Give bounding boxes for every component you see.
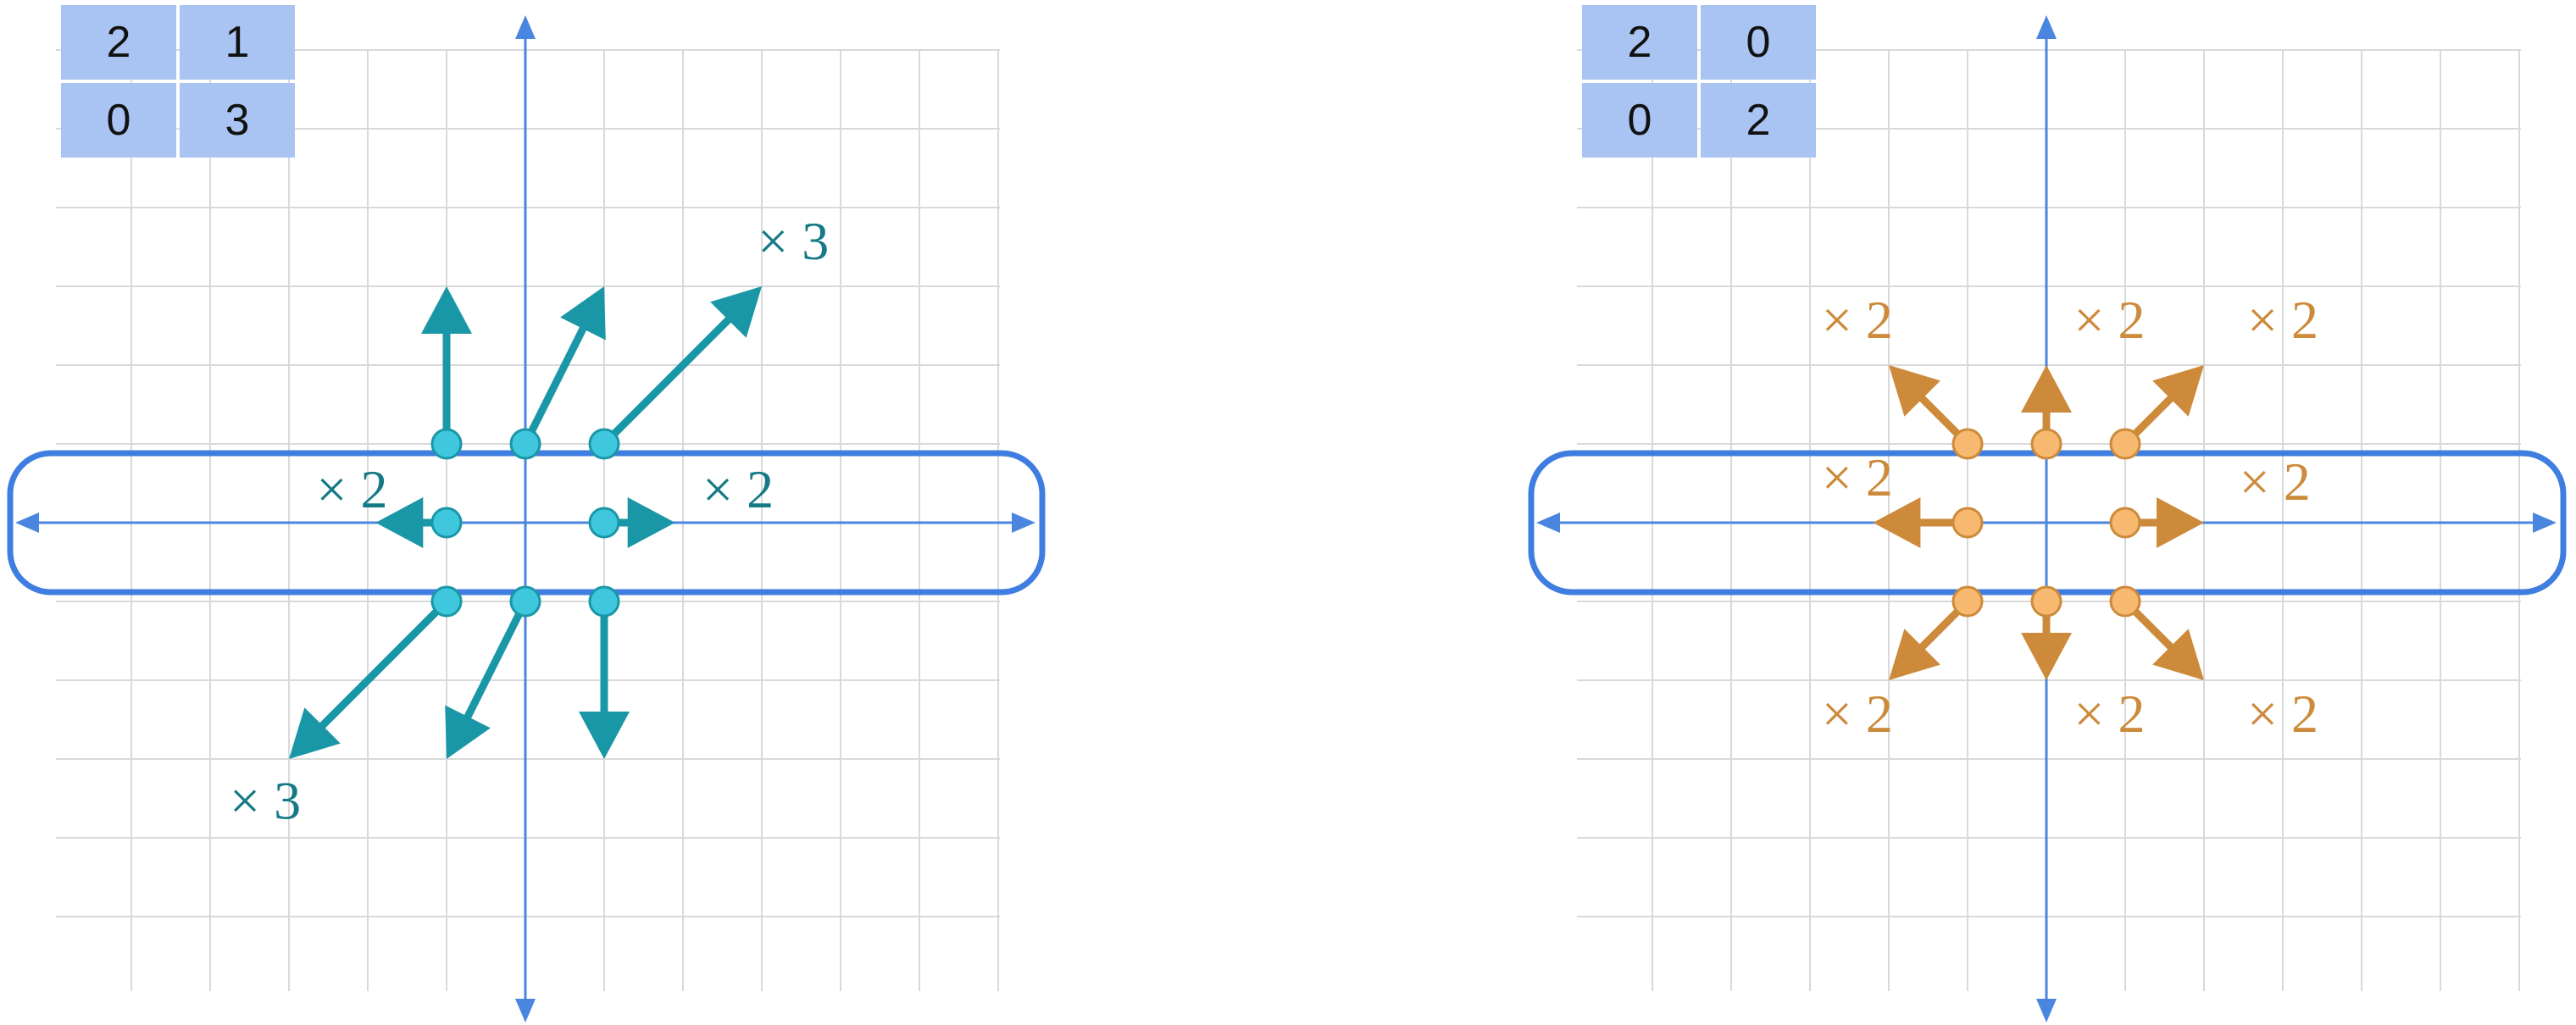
arrow-head	[628, 497, 675, 548]
y-axis-arrow-down	[515, 999, 536, 1022]
x-axis-arrow-right	[2533, 512, 2557, 533]
x-axis-arrow-left	[1536, 512, 1560, 533]
matrix-cell: 2	[1582, 5, 1697, 80]
sample-point	[511, 429, 540, 458]
transform-arrow	[2125, 601, 2204, 680]
sample-point	[1953, 429, 1982, 458]
scale-factor-label: × 2	[1821, 447, 1893, 508]
sample-point	[1953, 587, 1982, 616]
matrix-cell: 2	[61, 5, 176, 80]
sample-point	[2111, 587, 2140, 616]
sample-point	[432, 508, 461, 537]
grid-lines	[56, 50, 1000, 991]
scale-factor-label: × 2	[316, 459, 388, 520]
sample-point	[590, 587, 619, 616]
sample-point	[590, 429, 619, 458]
matrix-cell: 0	[61, 83, 176, 158]
sample-point	[590, 508, 619, 537]
matrix-right	[1582, 5, 1816, 159]
arrow-shaft	[323, 601, 447, 725]
matrix-cell: 3	[180, 83, 295, 158]
y-axis-arrow-down	[2036, 999, 2057, 1022]
grid-lines	[1577, 50, 2521, 991]
matrix-cell: 0	[1582, 83, 1697, 158]
arrow-head	[2021, 633, 2072, 680]
arrow-head	[421, 286, 472, 334]
matrix-cell: 2	[1701, 83, 1816, 158]
arrow-head	[579, 712, 630, 759]
transform-arrow	[1889, 365, 1968, 444]
sample-point	[2111, 429, 2140, 458]
scale-factor-label: × 2	[2074, 684, 2146, 745]
scale-factor-label: × 3	[758, 211, 830, 272]
arrow-shaft	[604, 320, 728, 444]
sample-point	[1953, 508, 1982, 537]
transform-arrow	[2125, 365, 2204, 444]
scale-factor-label: × 2	[2246, 684, 2319, 745]
scale-factor-label: × 3	[230, 770, 302, 831]
y-axis-arrow-up	[515, 15, 536, 39]
arrow-shaft	[525, 329, 583, 444]
sample-point	[2111, 508, 2140, 537]
scale-factor-label: × 2	[2246, 290, 2319, 351]
scale-factor-label: × 2	[2239, 451, 2311, 512]
x-axis-arrow-left	[15, 512, 39, 533]
sample-point	[2032, 429, 2061, 458]
sample-point	[511, 587, 540, 616]
scale-factor-label: × 2	[1821, 684, 1893, 745]
arrow-shaft	[468, 601, 525, 717]
scale-factor-label: × 2	[702, 459, 774, 520]
scale-factor-label: × 2	[1821, 290, 1893, 351]
matrix-cell: 0	[1701, 5, 1816, 80]
matrix-left	[61, 5, 295, 159]
right-panel	[1521, 0, 2576, 1025]
arrow-head	[2157, 497, 2204, 548]
sample-point	[2032, 587, 2061, 616]
transform-arrow	[1889, 601, 1968, 680]
y-axis-arrow-up	[2036, 15, 2057, 39]
sample-point	[432, 429, 461, 458]
left-panel	[0, 0, 1102, 1025]
scale-factor-label: × 2	[2074, 290, 2146, 351]
arrow-head	[2021, 365, 2072, 413]
x-axis-arrow-right	[1012, 512, 1035, 533]
matrix-cell: 1	[180, 5, 295, 80]
sample-point	[432, 587, 461, 616]
